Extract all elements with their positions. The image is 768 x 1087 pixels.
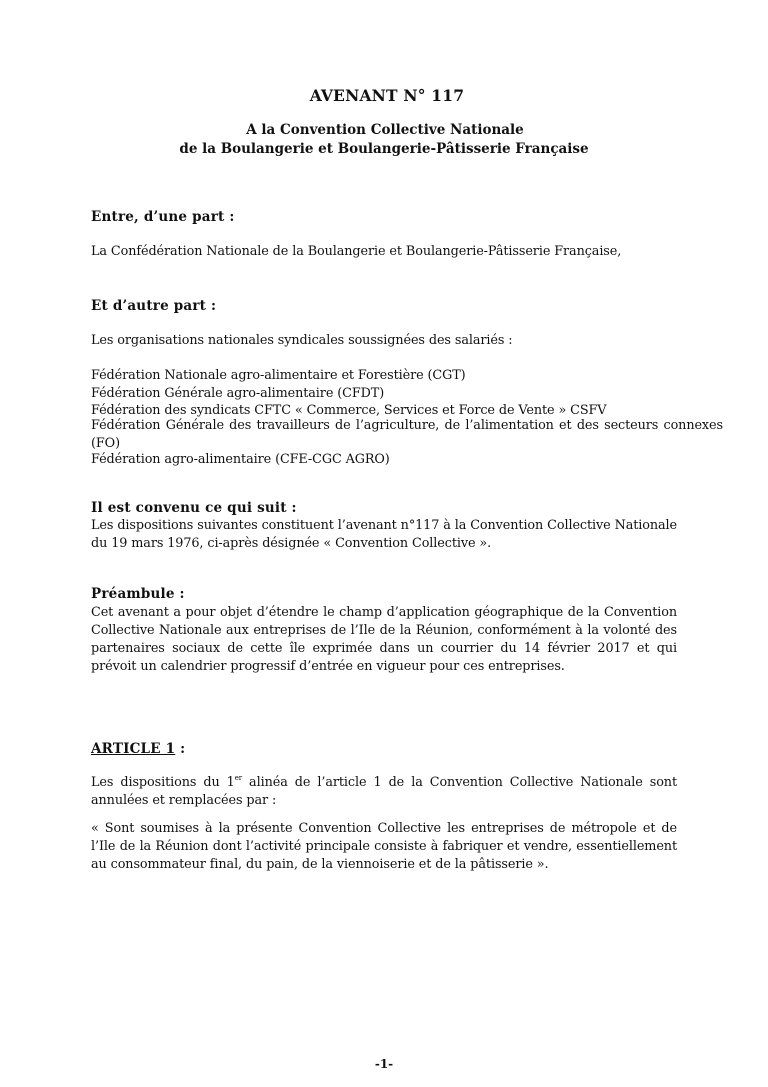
agreement-text: Les dispositions suivantes constituent l’avenant n°117 à la Convention Collective Nationale du 19 mars 1976, ci-après désignée « Convention Collective ». [91, 518, 677, 551]
article1-colon: : [175, 741, 186, 757]
document-title: AVENANT N° 117 [309, 86, 465, 105]
agreement-heading: Il est convenu ce qui suit : [91, 500, 297, 516]
article1-para1-sup: er [234, 774, 243, 782]
page-number: -1- [374, 1057, 394, 1071]
federation-cfdt: Fédération Générale agro-alimentaire (CFDT) [91, 386, 385, 401]
preamble-text: Cet avenant a pour objet d’étendre le champ d’application géographique de la Convention Collective Nationale aux entreprises de l’Ile de la Réunion, conformément à la volonté des partenaires sociaux de cette île exprimée dans un courrier du 14 février 2017 et qui prévoit un calendrier progressif d’entrée en vigueur pour ces entreprises. [91, 605, 677, 674]
federation-cftc: Fédération des syndicats CFTC « Commerce, Services et Force de Vente » CSFV [91, 403, 607, 418]
preamble-heading: Préambule : [91, 586, 185, 602]
article1-paragraph1 [91, 774, 677, 810]
federation-cfe: Fédération agro-alimentaire (CFE-CGC AGRO) [91, 452, 390, 467]
article1-para1-start: Les dispositions du 1 [91, 775, 235, 790]
party2-heading: Et d’autre part : [91, 298, 217, 314]
party1-text: La Confédération Nationale de la Boulangerie et Boulangerie-Pâtisserie Française, [91, 244, 622, 259]
article1-heading [91, 741, 185, 757]
document-subtitle-line2: de la Boulangerie et Boulangerie-Pâtisserie Française [179, 141, 589, 157]
article1-paragraph2: « Sont soumises à la présente Convention Collective les entreprises de métropole et de l’Ile de la Réunion dont l’activité principale consiste à fabriquer et vendre, essentiellement au consommateur final, du pain, de la viennoiserie et de la pâtisserie ». [91, 821, 677, 872]
article1-para1-end: alinéa de l’article 1 de la Convention Collective Nationale sont annulées et remplacées par : [91, 775, 677, 808]
party1-heading: Entre, d’une part : [91, 209, 235, 225]
document-subtitle-line1: A la Convention Collective Nationale [246, 122, 524, 138]
federation-fo: Fédération Générale des travailleurs de l’agriculture, de l’alimentation et des secteurs connexes (FO) [91, 418, 723, 451]
article1-title: ARTICLE 1 [91, 741, 176, 757]
federation-cgt: Fédération Nationale agro-alimentaire et Forestière (CGT) [91, 368, 466, 383]
party2-intro: Les organisations nationales syndicales soussignées des salariés : [91, 333, 513, 348]
